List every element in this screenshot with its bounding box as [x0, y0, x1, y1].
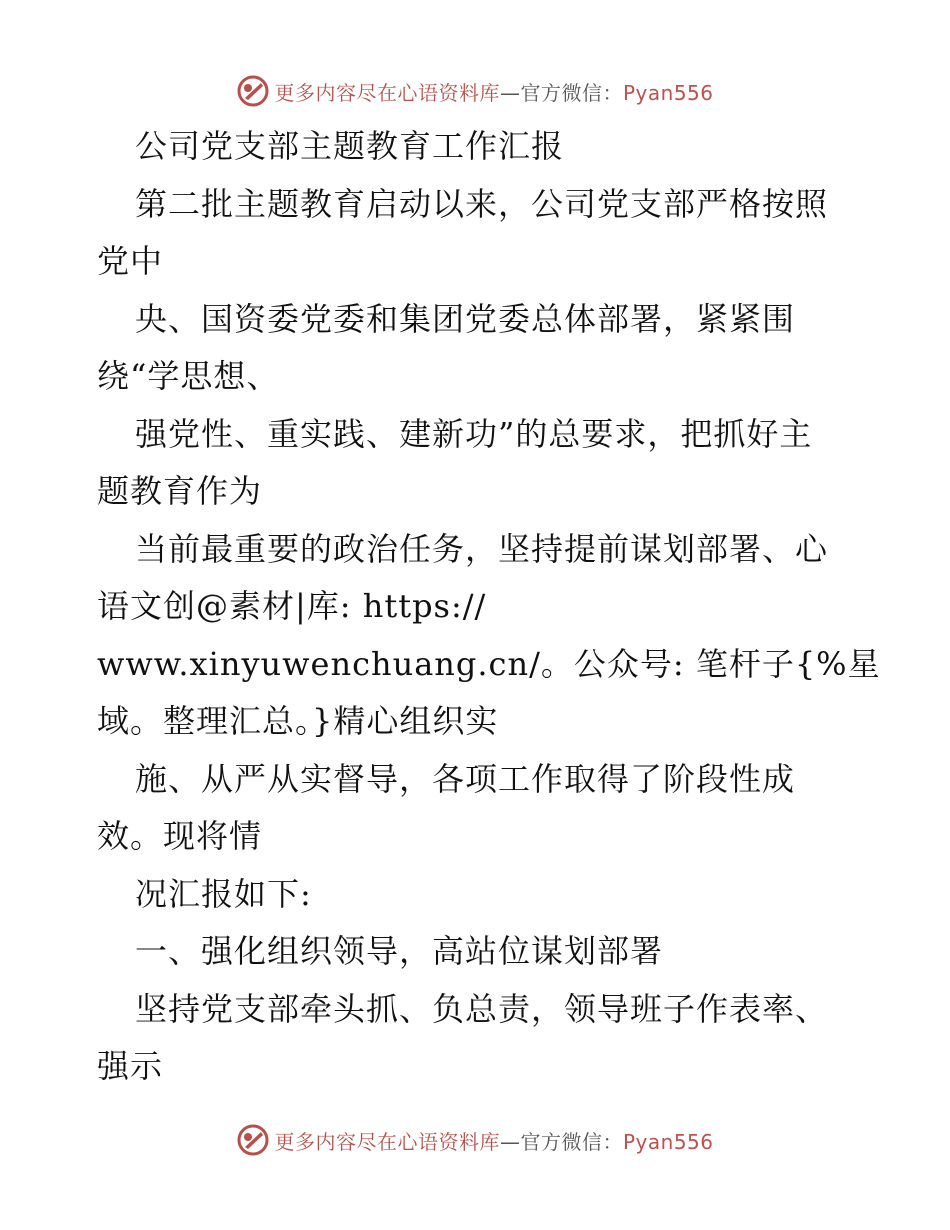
text-line: 坚持党支部牵头抓、负总责，领导班子作表率、	[135, 989, 829, 1028]
text-line: www.xinyuwenchuang.cn/。公众号: 笔杆子{%星	[97, 644, 881, 683]
banner-dash: —	[499, 1129, 521, 1154]
text-line: 当前最重要的政治任务，坚持提前谋划部署、心	[135, 529, 829, 568]
text-line: 强示	[97, 1047, 164, 1085]
text-line: 况汇报如下:	[135, 874, 312, 913]
document-body	[97, 118, 887, 1096]
banner-wechat-id: Pyan556	[622, 1129, 714, 1154]
footer-watermark	[0, 1120, 950, 1160]
text-line: 党中	[97, 242, 164, 280]
text-line: 第二批主题教育启动以来，公司党支部严格按照	[135, 184, 829, 223]
text-line: 强党性、重实践、建新功”的总要求，把抓好主	[135, 414, 813, 453]
logo-icon	[236, 74, 270, 108]
text-line: 语文创@素材|库: https://	[97, 587, 487, 625]
banner-title: 更多内容尽在心语资料库	[274, 80, 500, 105]
text-line: 公司党支部主题教育工作汇报	[135, 127, 565, 165]
header-watermark	[0, 71, 950, 111]
text-line: 一、强化组织领导，高站位谋划部署	[135, 932, 664, 970]
banner-title: 更多内容尽在心语资料库	[274, 1129, 500, 1154]
text-line: 题教育作为	[97, 472, 263, 510]
banner-wechat-id: Pyan556	[622, 80, 714, 105]
text-line: 效。现将情	[97, 817, 263, 855]
banner-wechat-label: 官方微信：	[520, 1129, 623, 1154]
text-line: 绕“学思想、	[97, 357, 280, 395]
text-line: 施、从严从实督导，各项工作取得了阶段性成	[135, 759, 796, 798]
text-line: 央、国资委党委和集团党委总体部署，紧紧围	[135, 299, 796, 338]
banner-dash: —	[499, 80, 521, 105]
banner-wechat-label: 官方微信：	[520, 80, 623, 105]
text-line: 域。整理汇总。}精心组织实	[97, 702, 499, 740]
logo-icon	[236, 1123, 270, 1157]
